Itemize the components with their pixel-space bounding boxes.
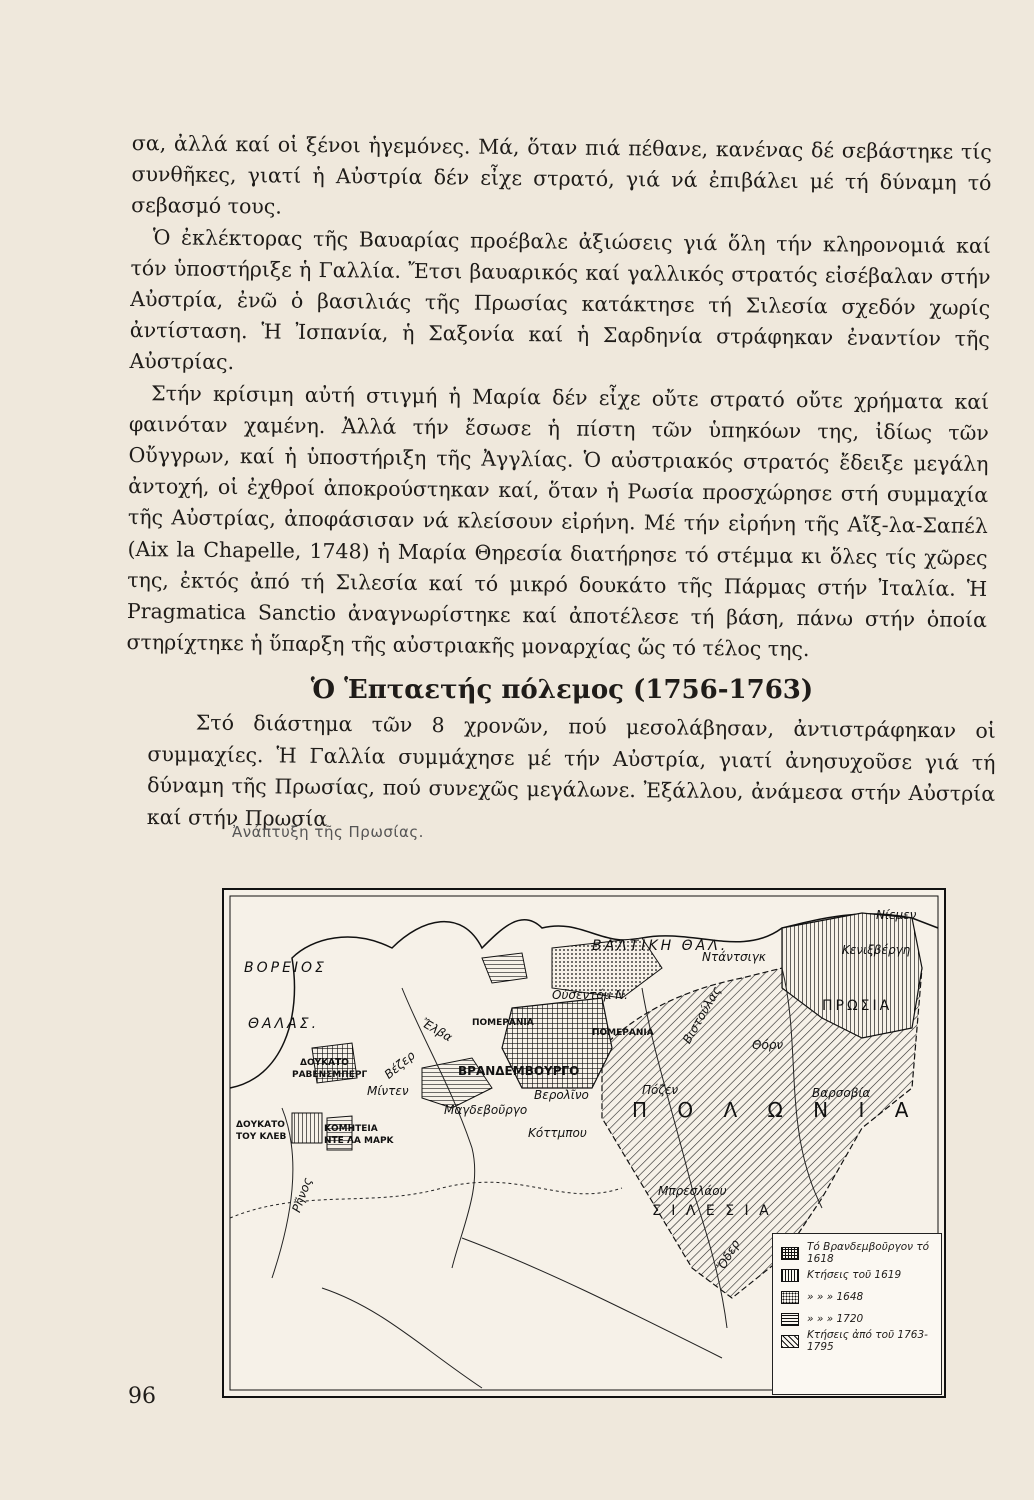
label-berlin: Βερολῖνο	[534, 1088, 589, 1102]
label-duchy-cleves-2: ΤΟΥ ΚΛΕΒ	[236, 1132, 287, 1142]
map-legend	[772, 1233, 942, 1395]
label-duchy-ravensberg-1: ΔΟΥΚΑΤΟ	[300, 1058, 349, 1068]
label-prussia: ΠΡΩΣΙΑ	[822, 998, 893, 1014]
label-pomerania-1: ΠΟΜΕΡΑΝΙΑ	[472, 1018, 534, 1028]
label-poland: Π Ο Λ Ω Ν Ι Α	[632, 1098, 921, 1122]
label-elbe: Ἔλβα	[418, 1015, 455, 1045]
body-text-bottom	[147, 707, 996, 842]
legend-row	[781, 1242, 941, 1264]
label-duchy-ravensberg-2: ΡΑΒΕΝΣΜΠΕΡΓ	[292, 1070, 368, 1080]
legend-label: » » » 1720	[807, 1313, 864, 1325]
legend-label: Κτήσεις ἀπό τοῦ 1763-1795	[807, 1329, 928, 1353]
label-north-sea-2: ΘΑΛΑΣ.	[248, 1016, 320, 1032]
paragraph-4: Στό διάστημα τῶν 8 χρονῶν, πού μεσολάβησαν, ἀντιστράφηκαν οἱ συμμαχίες. Ἡ Γαλλία συμμάχησε μέ τήν Αὐστρία, γιατί ἀνησυχοῦσε γιά τή δύναμη τῆς Πρωσίας, πού συνεχῶς μεγάλωνε. Ἐξάλλου, ἀνάμεσα στήν Αὐστρία καί στήν Πρωσία	[146, 710, 996, 831]
legend-swatch-1763-1795	[781, 1335, 799, 1348]
label-baltic: ΒΑΛΤΙΚΗ ΘΑΛ.	[592, 938, 729, 954]
map-caption: Ἀνάπτυξη τῆς Πρωσίας.	[232, 823, 424, 841]
label-konigsberg: Κενιξβέργη	[842, 943, 911, 957]
label-county-mark-2: ΝΤΕ ΛΑ ΜΑΡΚ	[324, 1136, 394, 1146]
legend-swatch-1648	[781, 1291, 799, 1304]
paragraph-2: Ὁ ἐκλέκτορας τῆς Βαυαρίας προέβαλε ἀξιώσεις γιά ὅλη τήν κληρονομιά καί τόν ὑποστήριξε ἡ Γαλλία. Ἔτσι βαυαρικός καί γαλλικός στρατός εἰσέβαλαν στήν Αὐστρία, ἐνῶ ὁ βασιλιάς τῆς Πρωσίας κατάκτησε τή Σιλεσία σχεδόν χωρίς ἀντίσταση. Ἡ Ἰσπανία, ἡ Σαξονία καί ἡ Σαρδηνία στράφηκαν ἐναντίον τῆς Αὐστρίας.	[129, 224, 991, 375]
label-weser: Βέζερ	[381, 1048, 418, 1082]
label-breslau: Μπρεσλάου	[658, 1184, 727, 1198]
label-vistula: Βιστούλας	[679, 984, 724, 1046]
prussia-map	[222, 888, 946, 1398]
label-magdeburg: Μαγδεβοῦργο	[444, 1103, 528, 1117]
label-thorn: Θόρν	[752, 1038, 784, 1052]
label-brandenburg: ΒΡΑΝΔΕΜΒΟΥΡΓΟ	[458, 1064, 580, 1078]
legend-label: Τό Βρανδεμβοῦργον τό 1618	[807, 1241, 930, 1265]
legend-row	[781, 1286, 941, 1308]
label-oder: Ὄδερ	[714, 1237, 743, 1273]
label-warsaw: Βαρσοβία	[812, 1086, 871, 1100]
label-niemen: Νίεμεν	[876, 908, 917, 922]
paragraph-1: σα, ἀλλά καί οἱ ξένοι ἡγεμόνες. Μά, ὅταν πιά πέθανε, κανένας δέ σεβάστηκε τίς συνθῆκες, γιατί ἡ Αὐστρία δέν εἶχε στρατό, γιά νά ἐπιβάλει μέ τή δύναμη τό σεβασμό τους.	[131, 130, 992, 219]
legend-swatch-1720	[781, 1313, 799, 1326]
paragraph-3: Στήν κρίσιμη αὐτή στιγμή ἡ Μαρία δέν εἶχε οὔτε στρατό οὔτε χρήματα καί φαινόταν χαμένη. Ἀλλά τήν ἔσωσε ἡ πίστη τῶν ὑπηκόων της, ἰδίως τῶν Οὔγγρων, καί ἡ ὑποστήριξη τῆς Ἀγγλίας. Ὁ αὐστριακός στρατός ἔδειξε μεγάλη ἀντοχή, οἱ ἐχθροί ἀποκρούστηκαν καί, ὅταν ἡ Ρωσία προσχώρησε στή συμμαχία τῆς Αὐστρίας, ἀποφάσισαν νά κλείσουν εἰρήνη. Μέ τήν εἰρήνη τῆς Αἴξ-λα-Σαπέλ (Aix la Chapelle, 1748) ἡ Μαρία Θηρεσία διατήρησε τό στέμμα κι ὅλες τίς χῶρες της, ἐκτός ἀπό τή Σιλεσία καί τό μικρό δουκάτο τῆς Πάρμας στήν Ἰταλία. Ἡ Pragmatica Sanctio ἀναγνωρίστηκε καί ἀποτέλεσε τή βάση, πάνω στήν ὁποία στηρίχτηκε ἡ ὕπαρξη τῆς αὐστριακῆς μοναρχίας ὥς τό τέλος της.	[126, 380, 990, 662]
label-silesia: Σ Ι Λ Ε Σ Ι Α	[652, 1203, 772, 1219]
page-number: 96	[128, 1384, 156, 1409]
label-rhine: Ρῆνος	[289, 1175, 315, 1215]
label-pomerania-2: ΠΟΜΕΡΑΝΙΑ	[592, 1028, 654, 1038]
section-heading: Ὁ Ἑπταετής πόλεμος (1756-1763)	[310, 675, 814, 705]
label-minden: Μίντεν	[367, 1084, 409, 1098]
legend-swatch-1618	[781, 1247, 799, 1260]
legend-row	[781, 1308, 941, 1330]
label-danzig: Ντάντσιγκ	[702, 950, 766, 964]
label-north-sea-1: ΒΟΡΕΙΟΣ	[244, 960, 327, 976]
legend-swatch-1619	[781, 1269, 799, 1282]
label-posen: Πόζεν	[642, 1083, 679, 1097]
legend-row	[781, 1330, 941, 1352]
legend-label: Κτήσεις τοῦ 1619	[807, 1269, 902, 1281]
body-text-top	[126, 128, 992, 667]
label-usedom: Οὐσεντόμ Ν.	[552, 988, 628, 1002]
label-county-mark-1: ΚΟΜΗΤΕΙΑ	[324, 1124, 378, 1134]
label-duchy-cleves-1: ΔΟΥΚΑΤΟ	[236, 1120, 285, 1130]
legend-label: » » » 1648	[807, 1291, 864, 1303]
legend-row	[781, 1264, 941, 1286]
label-cottbus: Κόττμπου	[528, 1126, 587, 1140]
